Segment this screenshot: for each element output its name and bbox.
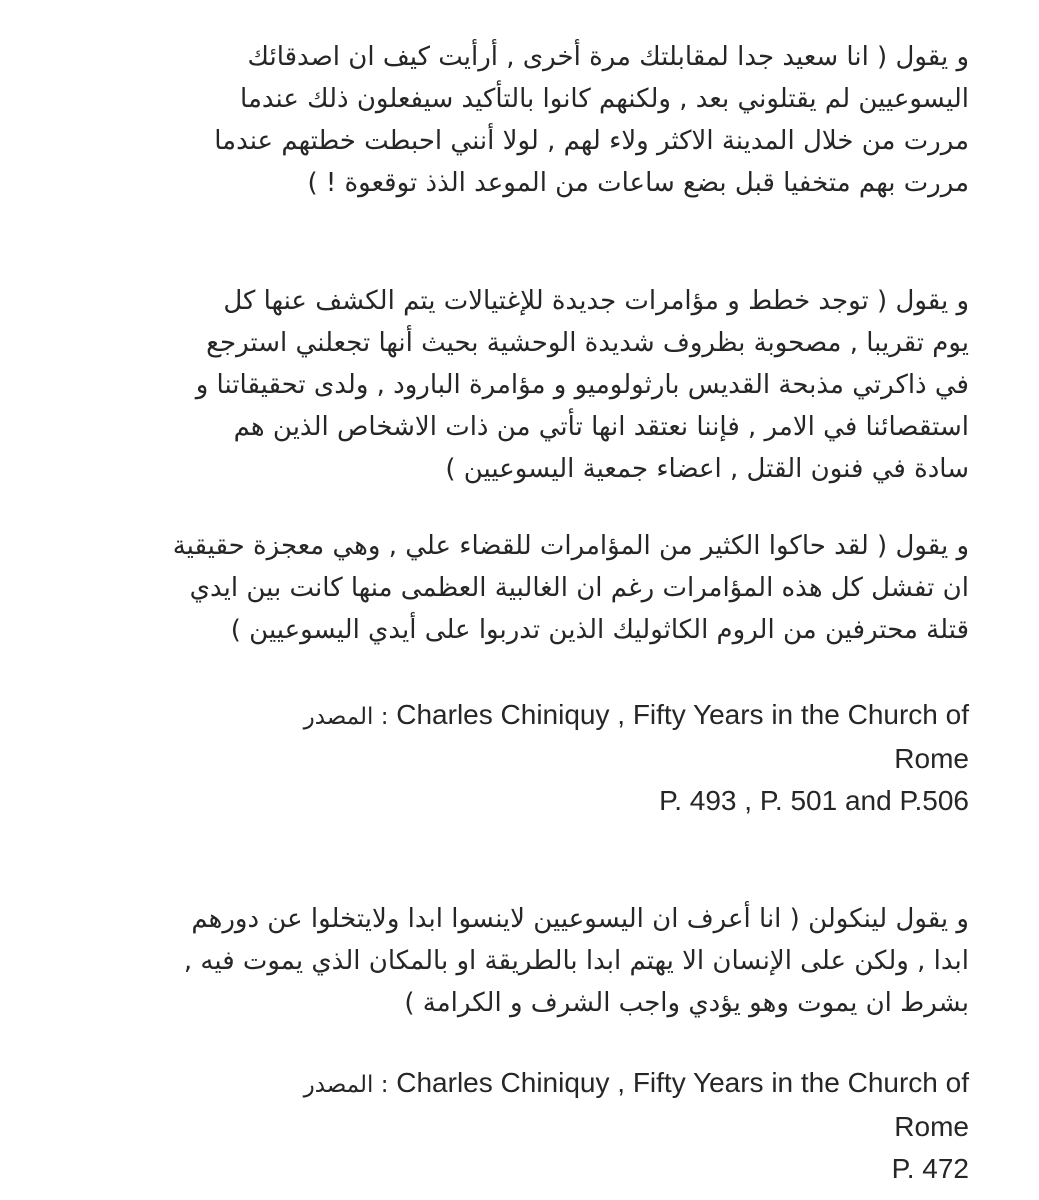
paragraph-lincoln-quote: [184, 898, 969, 1024]
text-line: مررت بهم متخفيا قبل بضع ساعات من الموعد الذذ توقعوة ! ): [307, 168, 969, 198]
source-title-continued: Rome: [894, 1111, 969, 1142]
text-line: استقصائنا في الامر , فإننا نعتقد انها تأتي من ذات الاشخاص الذين هم: [233, 412, 969, 442]
source-pages: P. 472: [891, 1153, 969, 1184]
text-line: اليسوعيين لم يقتلوني بعد , ولكنهم كانوا بالتأكيد سيفعلون ذلك عندما: [240, 84, 969, 114]
text-line: بشرط ان يموت وهو يؤدي واجب الشرف و الكرامة ): [404, 988, 969, 1018]
source-label: المصدر :: [303, 704, 389, 730]
source-title-continued: Rome: [894, 743, 969, 774]
text-line: ابدا , ولكن على الإنسان الا يهتم ابدا بالطريقة او بالمكان الذي يموت فيه ,: [183, 946, 969, 976]
text-line: سادة في فنون القتل , اعضاء جمعية اليسوعيين ): [445, 454, 969, 484]
source-title: Charles Chiniquy , Fifty Years in the Church of: [396, 1067, 969, 1098]
text-line: مررت من خلال المدينة الاكثر ولاء لهم , لولا أنني احبطت خطتهم عندما: [214, 126, 969, 156]
source-title: Charles Chiniquy , Fifty Years in the Church of: [396, 699, 969, 730]
paragraph-conspiracies-quote: [173, 525, 969, 651]
source-title-line: [304, 694, 969, 738]
source-label: المصدر :: [303, 1072, 389, 1098]
text-line: ان تفشل كل هذه المؤامرات رغم ان الغالبية العظمى منها كانت بين ايدي: [189, 573, 969, 603]
source-citation-2: [304, 1062, 969, 1190]
paragraph-assassination-plots-quote: [196, 280, 969, 490]
text-line: قتلة محترفين من الروم الكاثوليك الذين تدربوا على أيدي اليسوعيين ): [230, 615, 969, 645]
source-pages: P. 493 , P. 501 and P.506: [659, 785, 969, 816]
text-line: و يقول ( لقد حاكوا الكثير من المؤامرات للقضاء علي , وهي معجزة حقيقية: [172, 531, 969, 561]
source-citation-1: [304, 694, 969, 822]
source-title-line: [304, 1062, 969, 1106]
text-line: و يقول ( انا سعيد جدا لمقابلتك مرة أخرى , أرأيت كيف ان اصدقائك: [247, 42, 969, 72]
text-line: في ذاكرتي مذبحة القديس بارثولوميو و مؤامرة البارود , ولدى تحقيقاتنا و: [195, 370, 969, 400]
text-line: و يقول ( توجد خطط و مؤامرات جديدة للإغتيالات يتم الكشف عنها كل: [223, 286, 969, 316]
text-line: يوم تقريبا , مصحوبة بظروف شديدة الوحشية بحيث أنها تجعلني استرجع: [206, 328, 969, 358]
paragraph-meeting-quote: [214, 36, 969, 204]
text-line: و يقول لينكولن ( انا أعرف ان اليسوعيين لاينسوا ابدا ولايتخلوا عن دورهم: [191, 904, 969, 934]
